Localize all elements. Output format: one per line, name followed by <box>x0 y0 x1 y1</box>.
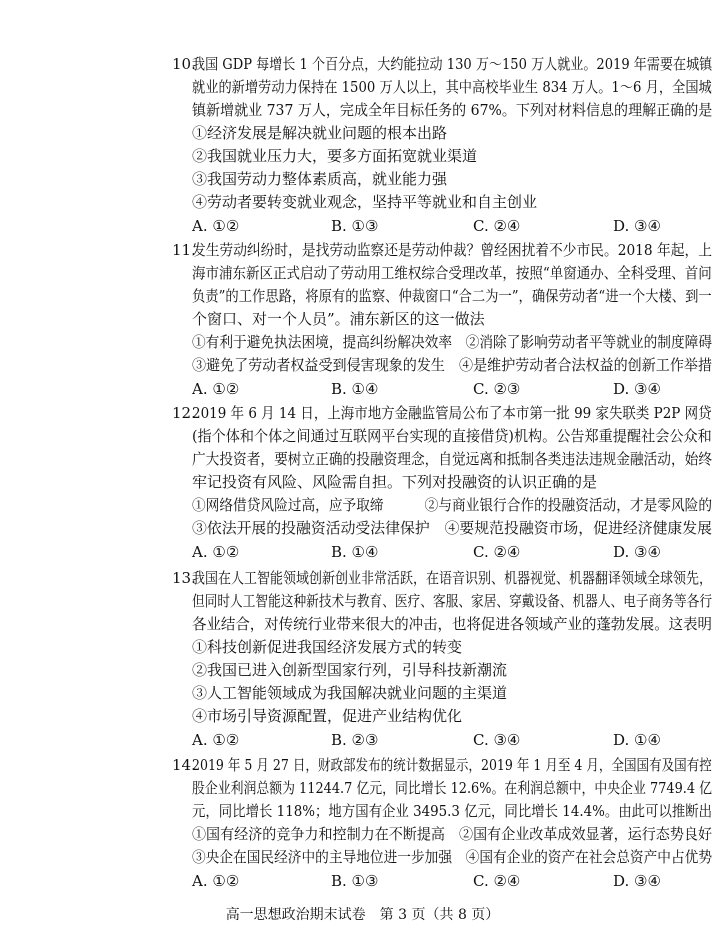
question-stem-line: 个窗口、对一个人员”。浦东新区的这一做法 <box>192 310 485 328</box>
choice-d[interactable]: D. ③④ <box>613 380 661 398</box>
choice-a[interactable]: A. ①② <box>192 380 240 398</box>
choice-c[interactable]: C. ②④ <box>473 872 521 890</box>
question-stem-line: 2019 年 5 月 27 日，财政部发布的统计数据显示，2019 年 1 月至 4 月，全国国有及国有控 <box>192 756 712 774</box>
statement-option: ③央企在国民经济中的主导地位进一步加强 ④国有企业的资产在社会总资产中占优势 <box>192 848 713 866</box>
choice-b[interactable]: B. ①③ <box>331 217 379 235</box>
statement-option: ①国有经济的竞争力和控制力在不断提高 ②国有企业改革成效显著，运行态势良好 <box>192 825 713 843</box>
choice-c[interactable]: C. ②④ <box>473 217 521 235</box>
statement-option: ④市场引导资源配置，促进产业结构优化 <box>192 707 463 725</box>
question-stem-line: 负责”的工作思路，将原有的监察、仲裁窗口“合二为一”，确保劳动者“进一个大楼、到一 <box>192 287 712 305</box>
choice-c[interactable]: C. ③④ <box>473 731 521 749</box>
question-number: 12. <box>172 404 196 422</box>
statement-option: ③人工智能领域成为我国解决就业问题的主渠道 <box>192 684 508 702</box>
choice-b[interactable]: B. ①④ <box>331 380 379 398</box>
choice-a[interactable]: A. ①② <box>192 217 240 235</box>
question-stem-line: 我国 GDP 每增长 1 个百分点，大约能拉动 130 万～150 万人就业。2019 年需要在城镇 <box>192 55 713 73</box>
statement-option: ③避免了劳动者权益受到侵害现象的发生 ④是维护劳动者合法权益的创新工作举措 <box>192 356 713 374</box>
question-number: 14. <box>172 756 196 774</box>
question-stem-line: (指个体和个体之间通过互联网平台实现的直接借贷)机构。公告郑重提醒社会公众和 <box>192 427 712 445</box>
question-number: 11. <box>172 241 196 259</box>
choice-a[interactable]: A. ①② <box>192 731 240 749</box>
choice-d[interactable]: D. ③④ <box>613 217 661 235</box>
question-stem-line: 广大投资者，要树立正确的投融资理念，自觉远离和抵制各类违法违规金融活动，始终 <box>192 450 713 468</box>
statement-option: ①有利于避免执法困境，提高纠纷解决效率 ②消除了影响劳动者平等就业的制度障碍 <box>192 333 713 351</box>
statement-option: ②我国就业压力大，要多方面拓宽就业渠道 <box>192 147 478 165</box>
statement-option: ①科技创新促进我国经济发展方式的转变 <box>192 638 463 656</box>
question-stem-line: 就业的新增劳动力保持在 1500 万人以上，其中高校毕业生 834 万人。1～6 月，全国城 <box>192 78 712 96</box>
choice-d[interactable]: D. ③④ <box>613 543 661 561</box>
question-stem-line: 2019 年 6 月 14 日，上海市地方金融监管局公布了本市第一批 99 家失联类 P2P 网贷 <box>192 404 712 422</box>
choice-c[interactable]: C. ②③ <box>473 380 521 398</box>
question-stem-line: 我国在人工智能领域创新创业非常活跃，在语音识别、机器视觉、机器翻译领域全球领先， <box>192 569 713 587</box>
page-footer: 高一思想政治期末试卷 第 3 页（共 8 页） <box>225 907 500 923</box>
question-stem-line: 元，同比增长 118%；地方国有企业 3495.3 亿元，同比增长 14.4%。由此可以推断出 <box>192 802 713 820</box>
statement-option: ①网络借贷风险过高，应予取缔 ②与商业银行合作的投融资活动，才是零风险的 <box>192 496 713 514</box>
question-stem-line: 各业结合，对传统行业带来很大的冲击，也将促进各领域产业的蓬勃发展。这表明 <box>192 615 713 633</box>
choice-a[interactable]: A. ①② <box>192 872 240 890</box>
question-stem-line: 海市浦东新区正式启动了劳动用工维权综合受理改革，按照“单窗通办、全科受理、首问 <box>192 264 712 282</box>
statement-option: ③依法开展的投融资活动受法律保护 ④要规范投融资市场，促进经济健康发展 <box>192 519 713 537</box>
statement-option: ④劳动者要转变就业观念，坚持平等就业和自主创业 <box>192 193 538 211</box>
question-stem-line: 镇新增就业 737 万人，完成全年目标任务的 67%。下列对材料信息的理解正确的是 <box>192 101 713 119</box>
statement-option: ②我国已进入创新型国家行列，引导科技新潮流 <box>192 661 508 679</box>
choice-d[interactable]: D. ③④ <box>613 872 661 890</box>
choice-c[interactable]: C. ②④ <box>473 543 521 561</box>
question-number: 10. <box>172 55 196 73</box>
choice-b[interactable]: B. ②③ <box>331 731 379 749</box>
question-stem-line: 股企业利润总额为 11244.7 亿元，同比增长 12.6%。在利润总额中，中央企业 7749.4 亿 <box>192 779 713 797</box>
choice-a[interactable]: A. ①② <box>192 543 240 561</box>
choice-b[interactable]: B. ①③ <box>331 872 379 890</box>
choice-d[interactable]: D. ①④ <box>613 731 661 749</box>
statement-option: ③我国劳动力整体素质高，就业能力强 <box>192 170 448 188</box>
question-stem-line: 但同时人工智能这种新技术与教育、医疗、客服、家居、穿戴设备、机器人、电子商务等各行 <box>192 592 713 610</box>
choice-b[interactable]: B. ①④ <box>331 543 379 561</box>
question-stem-line: 发生劳动纠纷时，是找劳动监察还是劳动仲裁？曾经困扰着不少市民。2018 年起，上 <box>192 241 712 259</box>
question-stem-line: 牢记投资有风险、风险需自担。下列对投融资的认识正确的是 <box>192 473 598 491</box>
statement-option: ①经济发展是解决就业问题的根本出路 <box>192 124 448 142</box>
question-number: 13. <box>172 569 196 587</box>
